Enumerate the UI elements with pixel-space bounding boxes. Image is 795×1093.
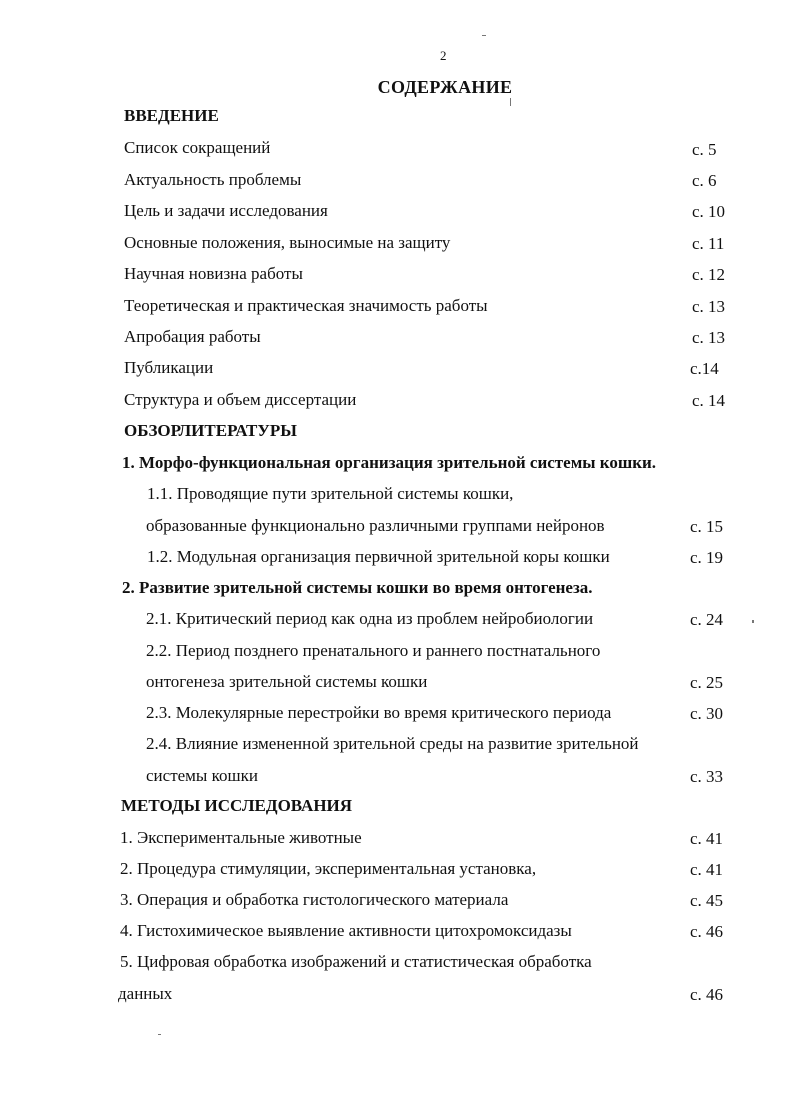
toc-page: с. 33 (690, 767, 724, 786)
toc-page: с. 13 (692, 328, 726, 347)
toc-page: с. 41 (690, 860, 724, 879)
toc-entry: Публикации (124, 358, 214, 377)
toc-entry: 5. Цифровая обработка изображений и статистическая обработка (120, 952, 592, 971)
toc-page: с. 6 (692, 171, 717, 190)
toc-entry: Научная новизна работы (124, 264, 303, 283)
chapter-title: 2. Развитие зрительной системы кошки во время онтогенеза. (122, 578, 593, 597)
toc-entry: 2.3. Молекулярные перестройки во время критического периода (146, 703, 612, 722)
toc-entry: 1. Экспериментальные животные (120, 828, 362, 847)
toc-entry: 2. Процедура стимуляции, экспериментальная установка, (120, 859, 537, 878)
toc-entry: Теоретическая и практическая значимость работы (124, 296, 488, 315)
section-heading-introduction: ВВЕДЕНИЕ (124, 106, 219, 125)
toc-page: с. 5 (692, 140, 717, 159)
section-heading-literature-review: ОБЗОРЛИТЕРАТУРЫ (124, 421, 297, 440)
toc-entry: Актуальность проблемы (124, 170, 302, 189)
toc-entry-continuation: данных (118, 984, 173, 1003)
scan-speck (752, 620, 754, 623)
toc-entry: Структура и объем диссертации (124, 390, 357, 409)
toc-entry: 1.2. Модульная организация первичной зрительной коры кошки (147, 547, 610, 566)
toc-page: с. 46 (690, 985, 724, 1004)
toc-entry: Апробация работы (124, 327, 261, 346)
toc-page: с. 11 (692, 234, 725, 253)
toc-entry: Список сокращений (124, 138, 271, 157)
toc-page: с. 30 (690, 704, 724, 723)
toc-page: с. 19 (690, 548, 724, 567)
toc-page: с. 45 (690, 891, 724, 910)
toc-entry: 2.1. Критический период как одна из проблем нейробиологии (146, 609, 594, 628)
toc-entry: 4. Гистохимическое выявление активности цитохромоксидазы (120, 921, 572, 940)
toc-page: с. 41 (690, 829, 724, 848)
toc-entry: Цель и задачи исследования (124, 201, 328, 220)
toc-entry: Основные положения, выносимые на защиту (124, 233, 451, 252)
toc-page: с. 13 (692, 297, 726, 316)
toc-entry-continuation: образованные функционально различными группами нейронов (146, 516, 605, 535)
toc-entry: 2.4. Влияние измененной зрительной среды на развитие зрительной (146, 734, 639, 753)
toc-page: с. 24 (690, 610, 724, 629)
scan-speck (510, 98, 511, 106)
toc-entry-continuation: системы кошки (146, 766, 258, 785)
scan-speck (158, 1034, 161, 1035)
toc-entry: 3. Операция и обработка гистологического материала (120, 890, 509, 909)
toc-entry: 2.2. Период позднего пренатального и раннего постнатального (146, 641, 601, 660)
toc-entry: 1.1. Проводящие пути зрительной системы кошки, (147, 484, 514, 503)
toc-page: с. 12 (692, 265, 726, 284)
toc-page: с.14 (690, 359, 719, 378)
scan-speck (482, 35, 486, 36)
toc-entry-continuation: онтогенеза зрительной системы кошки (146, 672, 428, 691)
toc-page: с. 46 (690, 922, 724, 941)
page-title: СОДЕРЖАНИЕ (377, 77, 513, 97)
chapter-title: 1. Морфо-функциональная организация зрительной системы кошки. (122, 453, 657, 472)
section-heading-methods: МЕТОДЫ ИССЛЕДОВАНИЯ (121, 796, 353, 815)
toc-page: с. 10 (692, 202, 726, 221)
page-number: 2 (440, 48, 447, 63)
toc-page: с. 15 (690, 517, 724, 536)
toc-page: с. 14 (692, 391, 726, 410)
toc-page: с. 25 (690, 673, 724, 692)
